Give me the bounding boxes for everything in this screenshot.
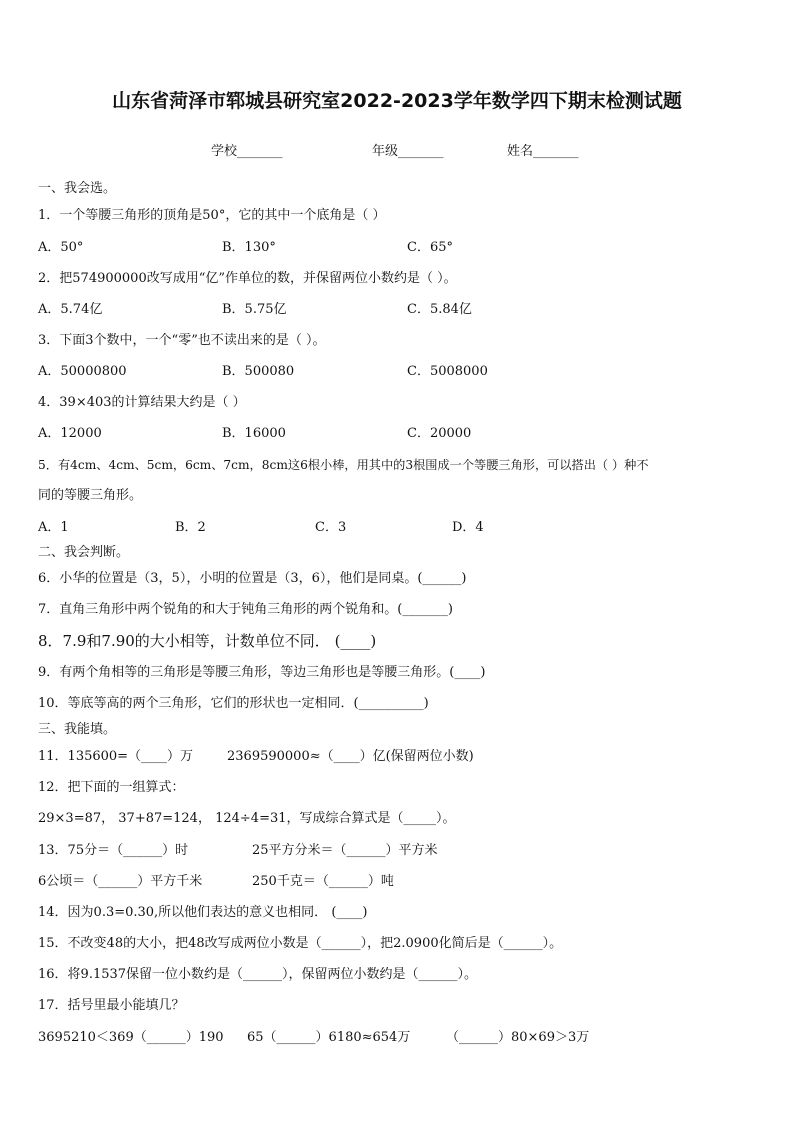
section-heading-choose: 一、我会选。: [38, 181, 117, 196]
q5-option-c: C．3: [315, 520, 347, 535]
question-12-formula: 29×3=87， 37+87=124， 124÷4=31，写成综合算式是（_____）。: [38, 811, 456, 826]
page-title: 山东省菏泽市郓城县研究室2022-2023学年数学四下期末检测试题: [112, 90, 682, 112]
question-8: 8．7.9和7.90的大小相等，计数单位不同． (____): [38, 632, 377, 650]
question-17: 17．括号里最小能填几？: [38, 998, 185, 1013]
question-13-part-d: 250千克＝（______）吨: [252, 874, 394, 889]
question-14: 14．因为0.3=0.30,所以他们表达的意义也相同． (____): [38, 905, 368, 920]
question-5: 5．有4cm、4cm、5cm，6cm、7cm，8cm这6根小棒，用其中的3根围成一个等腰三角形，可以搭出（ ）种不: [38, 458, 649, 472]
question-9: 9．有两个角相等的三角形是等腰三角形，等边三角形也是等腰三角形。(____): [38, 665, 486, 680]
question-13-part-a: 13．75分＝（______）时: [38, 843, 189, 858]
question-11-part-b: 2369590000≈（____）亿(保留两位小数): [227, 749, 474, 764]
q1-option-b: B．130°: [222, 240, 276, 255]
q1-option-c: C．65°: [407, 240, 453, 255]
q2-option-b: B．5.75亿: [222, 302, 287, 317]
question-6: 6．小华的位置是（3，5），小明的位置是（3，6），他们是同桌。(______): [38, 571, 467, 586]
q4-option-c: C．20000: [407, 426, 472, 441]
question-10: 10．等底等高的两个三角形，它们的形状也一定相同．(__________): [38, 696, 429, 711]
q3-option-c: C．5008000: [407, 364, 488, 379]
question-15: 15．不改变48的大小，把48改写成两位小数是（______），把2.0900化简后是（______）。: [38, 936, 563, 951]
q5-option-d: D．4: [452, 520, 484, 535]
question-13-part-b: 25平方分米＝（______）平方米: [252, 843, 438, 858]
question-11-part-a: 11．135600=（____）万: [38, 749, 194, 764]
q4-option-b: B．16000: [222, 426, 286, 441]
q1-option-a: A．50°: [38, 240, 84, 255]
section-heading-judge: 二、我会判断。: [38, 545, 130, 560]
section-heading-fill: 三、我能填。: [38, 722, 117, 737]
question-1: 1．一个等腰三角形的顶角是50°，它的其中一个底角是（ ）: [38, 208, 386, 223]
question-17-part-b: 65（______）6180≈654万: [247, 1030, 411, 1045]
name-field: 姓名_______: [507, 144, 579, 159]
question-17-part-c: （______）80×69＞3万: [446, 1030, 590, 1045]
q4-option-a: A．12000: [38, 426, 102, 441]
question-5-continued: 同的等腰三角形。: [38, 488, 143, 503]
question-17-part-a: 3695210＜369（______）190: [38, 1030, 224, 1045]
question-13-part-c: 6公顷＝（______）平方千米: [38, 874, 203, 889]
grade-field: 年级_______: [372, 144, 444, 159]
question-16: 16．将9.1537保留一位小数约是（______），保留两位小数约是（______）。: [38, 967, 478, 982]
question-12: 12．把下面的一组算式：: [38, 780, 185, 795]
question-7: 7．直角三角形中两个锐角的和大于钝角三角形的两个锐角和。(_______): [38, 602, 453, 617]
question-3: 3．下面3个数中，一个“零”也不读出来的是（ ）。: [38, 333, 326, 348]
q5-option-b: B．2: [175, 520, 206, 535]
school-field: 学校_______: [211, 144, 283, 159]
q2-option-c: C．5.84亿: [407, 302, 472, 317]
q3-option-a: A．50000800: [38, 364, 127, 379]
q3-option-b: B．500080: [222, 364, 295, 379]
question-4: 4．39×403的计算结果大约是（ ）: [38, 395, 246, 410]
q2-option-a: A．5.74亿: [38, 302, 103, 317]
question-2: 2．把574900000改写成用“亿”作单位的数，并保留两位小数约是（ ）。: [38, 271, 457, 286]
q5-option-a: A．1: [38, 520, 69, 535]
